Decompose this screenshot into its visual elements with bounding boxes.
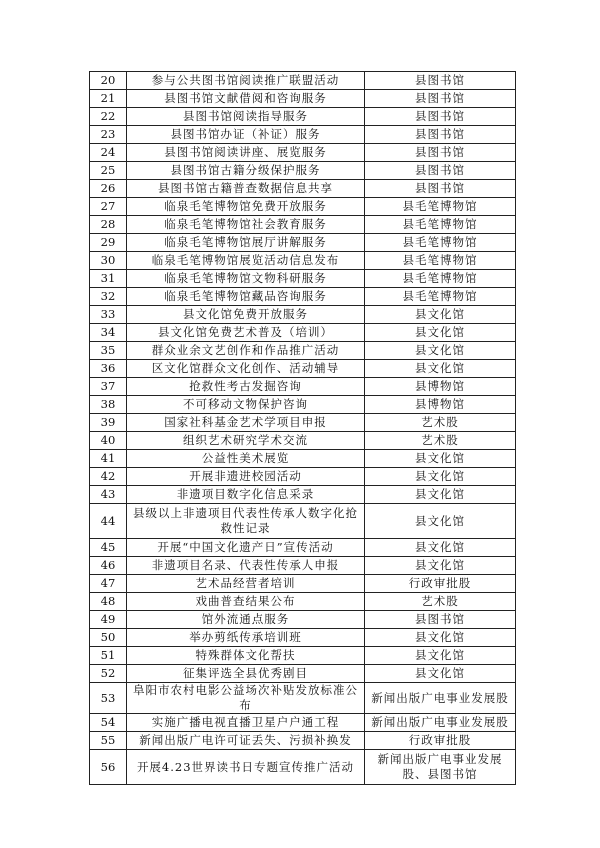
department: 艺术股 [365,432,516,450]
row-number: 50 [90,629,127,647]
table-row [90,252,516,270]
service-item: 非遗项目名录、代表性传承人申报 [127,557,365,575]
service-item: 县级以上非遗项目代表性传承人数字化抢救性记录 [127,504,365,539]
department: 新闻出版广电事业发展股 [365,683,516,714]
table-row [90,162,516,180]
department: 县文化馆 [365,557,516,575]
row-number: 52 [90,665,127,683]
table-row [90,270,516,288]
row-number: 44 [90,504,127,539]
row-number: 25 [90,162,127,180]
row-number: 22 [90,108,127,126]
department: 县文化馆 [365,504,516,539]
row-number: 41 [90,450,127,468]
row-number: 28 [90,216,127,234]
table-row [90,414,516,432]
service-item: 临泉毛笔博物馆免费开放服务 [127,198,365,216]
row-number: 53 [90,683,127,714]
table-row [90,216,516,234]
table-row [90,432,516,450]
table-row [90,593,516,611]
table-row [90,575,516,593]
service-item: 县图书馆古籍普查数据信息共享 [127,180,365,198]
row-number: 51 [90,647,127,665]
department: 县图书馆 [365,90,516,108]
service-item: 开展4.23世界读书日专题宣传推广活动 [127,750,365,785]
department: 县文化馆 [365,324,516,342]
service-item: 国家社科基金艺术学项目申报 [127,414,365,432]
table-row [90,611,516,629]
row-number: 26 [90,180,127,198]
service-item: 县图书馆阅读讲座、展览服务 [127,144,365,162]
table-row [90,234,516,252]
department: 新闻出版广电事业发展股 [365,714,516,732]
service-item: 非遗项目数字化信息采录 [127,486,365,504]
service-item: 征集评选全县优秀剧目 [127,665,365,683]
department: 县毛笔博物馆 [365,288,516,306]
department: 县毛笔博物馆 [365,252,516,270]
row-number: 38 [90,396,127,414]
table-row [90,486,516,504]
row-number: 31 [90,270,127,288]
table-row [90,557,516,575]
row-number: 29 [90,234,127,252]
table-row [90,450,516,468]
row-number: 46 [90,557,127,575]
department: 新闻出版广电事业发展股、县图书馆 [365,750,516,785]
department: 县图书馆 [365,180,516,198]
row-number: 47 [90,575,127,593]
department: 县文化馆 [365,486,516,504]
table-row [90,539,516,557]
table-row [90,714,516,732]
service-list-table [89,71,516,785]
row-number: 23 [90,126,127,144]
row-number: 24 [90,144,127,162]
table-row [90,360,516,378]
service-item: 临泉毛笔博物馆藏品咨询服务 [127,288,365,306]
service-item: 县文化馆免费艺术普及（培训） [127,324,365,342]
service-item: 县图书馆阅读指导服务 [127,108,365,126]
service-item: 举办剪纸传承培训班 [127,629,365,647]
row-number: 34 [90,324,127,342]
department: 县图书馆 [365,72,516,90]
table-row [90,90,516,108]
department: 县文化馆 [365,306,516,324]
service-item: 艺术品经营者培训 [127,575,365,593]
department: 艺术股 [365,414,516,432]
row-number: 35 [90,342,127,360]
row-number: 32 [90,288,127,306]
row-number: 42 [90,468,127,486]
department: 县图书馆 [365,108,516,126]
department: 县文化馆 [365,629,516,647]
department: 艺术股 [365,593,516,611]
table-row [90,665,516,683]
department: 县图书馆 [365,144,516,162]
table-row [90,468,516,486]
table-body [90,72,516,785]
service-item: 区文化馆群众文化创作、活动辅导 [127,360,365,378]
table-row [90,504,516,539]
table-row [90,629,516,647]
department: 县图书馆 [365,611,516,629]
department: 县毛笔博物馆 [365,270,516,288]
service-item: 不可移动文物保护咨询 [127,396,365,414]
row-number: 21 [90,90,127,108]
table-row [90,324,516,342]
row-number: 30 [90,252,127,270]
department: 县博物馆 [365,396,516,414]
table-row [90,144,516,162]
service-item: 县图书馆古籍分级保护服务 [127,162,365,180]
department: 县文化馆 [365,665,516,683]
department: 县文化馆 [365,539,516,557]
service-item: 参与公共图书馆阅读推广联盟活动 [127,72,365,90]
service-item: 县图书馆办证（补证）服务 [127,126,365,144]
service-item: 临泉毛笔博物馆社会教育服务 [127,216,365,234]
department: 县毛笔博物馆 [365,198,516,216]
department: 县毛笔博物馆 [365,234,516,252]
row-number: 49 [90,611,127,629]
row-number: 27 [90,198,127,216]
department: 县文化馆 [365,342,516,360]
table-row [90,683,516,714]
service-item: 特殊群体文化帮扶 [127,647,365,665]
row-number: 55 [90,732,127,750]
row-number: 56 [90,750,127,785]
department: 县文化馆 [365,450,516,468]
service-item: 组织艺术研究学术交流 [127,432,365,450]
row-number: 37 [90,378,127,396]
table-row [90,306,516,324]
department: 县图书馆 [365,162,516,180]
row-number: 20 [90,72,127,90]
table-row [90,126,516,144]
table-row [90,732,516,750]
row-number: 33 [90,306,127,324]
department: 县文化馆 [365,647,516,665]
service-item: 抢救性考古发掘咨询 [127,378,365,396]
service-item: 临泉毛笔博物馆展厅讲解服务 [127,234,365,252]
row-number: 48 [90,593,127,611]
table-row [90,342,516,360]
table-row [90,288,516,306]
department: 县博物馆 [365,378,516,396]
service-item: 阜阳市农村电影公益场次补贴发放标准公布 [127,683,365,714]
table-row [90,750,516,785]
service-item: 新闻出版广电许可证丢失、污损补换发 [127,732,365,750]
row-number: 45 [90,539,127,557]
department: 行政审批股 [365,575,516,593]
row-number: 36 [90,360,127,378]
service-item: 县图书馆文献借阅和咨询服务 [127,90,365,108]
table-row [90,198,516,216]
service-item: 戏曲普查结果公布 [127,593,365,611]
row-number: 54 [90,714,127,732]
service-item: 公益性美术展览 [127,450,365,468]
service-item: 临泉毛笔博物馆展览活动信息发布 [127,252,365,270]
table-row [90,180,516,198]
service-item: 实施广播电视直播卫星户户通工程 [127,714,365,732]
service-item: 群众业余文艺创作和作品推广活动 [127,342,365,360]
table-row [90,396,516,414]
table-row [90,378,516,396]
department: 县文化馆 [365,360,516,378]
department: 县图书馆 [365,126,516,144]
row-number: 43 [90,486,127,504]
department: 县毛笔博物馆 [365,216,516,234]
service-item: 县文化馆免费开放服务 [127,306,365,324]
row-number: 40 [90,432,127,450]
table-row [90,108,516,126]
department: 行政审批股 [365,732,516,750]
service-item: 临泉毛笔博物馆文物科研服务 [127,270,365,288]
table-row [90,647,516,665]
row-number: 39 [90,414,127,432]
service-item: 开展非遗进校园活动 [127,468,365,486]
service-item: 馆外流通点服务 [127,611,365,629]
department: 县文化馆 [365,468,516,486]
table-row [90,72,516,90]
service-item: 开展“中国文化遗产日”宣传活动 [127,539,365,557]
